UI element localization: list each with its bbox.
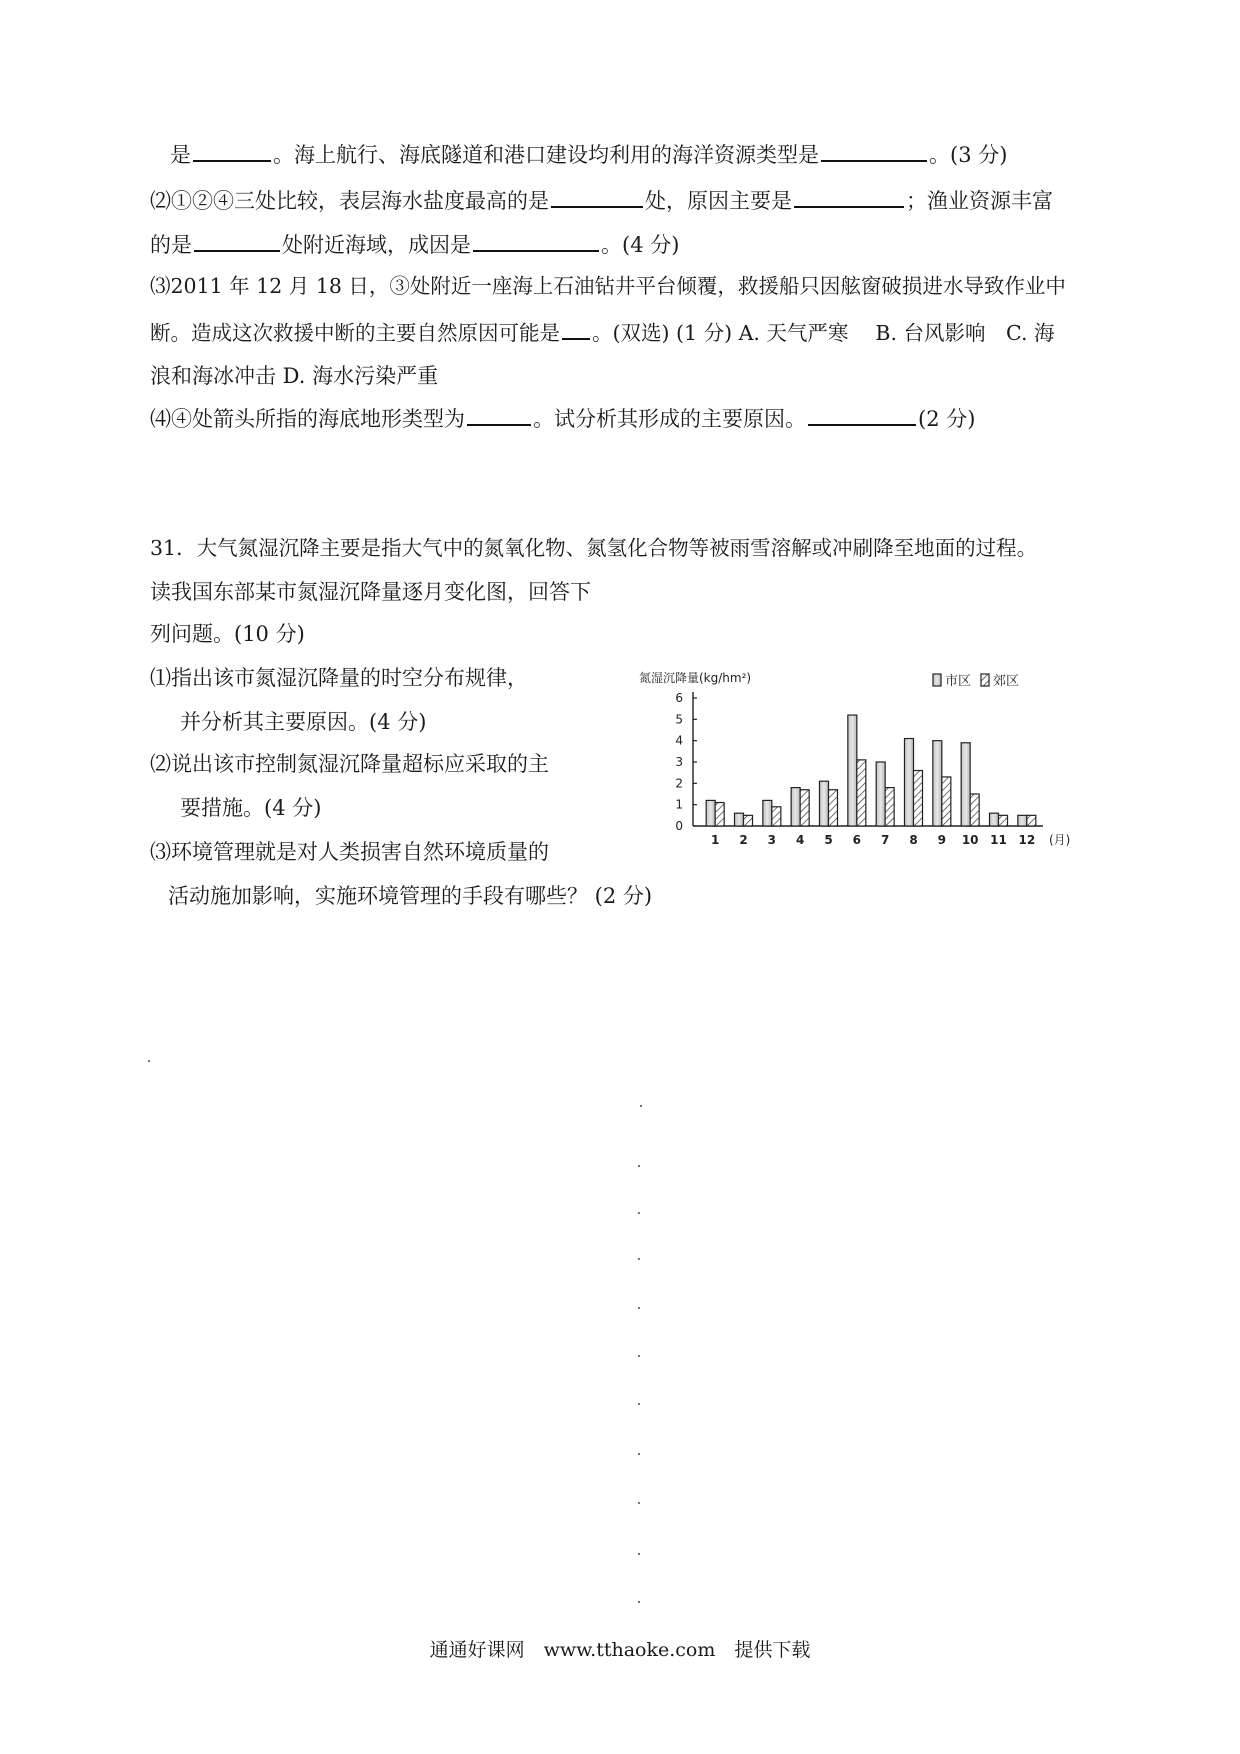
answer-blank[interactable]	[794, 186, 904, 208]
text: ；渔业资源丰富	[906, 189, 1053, 213]
bar-suburban	[885, 788, 894, 826]
nitrogen-deposition-chart	[633, 668, 1103, 878]
y-tick-label: 0	[675, 819, 683, 833]
text: 。(4 分)	[601, 233, 680, 257]
q30-line-3	[150, 230, 679, 259]
q31-sub3a: ⑶环境管理就是对人类损害自然环境质量的	[150, 840, 549, 864]
answer-blank[interactable]	[821, 140, 927, 162]
text: ⑷④处箭头所指的海底地形类型为	[150, 407, 465, 431]
legend-swatch-urban	[933, 674, 941, 686]
q31-line-3: 列问题。(10 分)	[150, 622, 305, 646]
scan-dot	[638, 1307, 640, 1309]
bar-suburban	[999, 815, 1008, 826]
y-tick-label: 4	[675, 733, 683, 748]
page-footer: 通通好课网 www.tthaoke.com 提供下载	[429, 1639, 811, 1661]
text: 。(双选) (1 分) A. 天气严寒 B. 台风影响 C. 海	[592, 321, 1055, 345]
bar-urban	[791, 788, 800, 826]
text: 。(3 分)	[929, 143, 1008, 167]
text: 的是	[150, 233, 192, 257]
bar-suburban	[715, 803, 724, 826]
q30-line-7	[150, 404, 975, 433]
q31-intro: 31．大气氮湿沉降主要是指大气中的氮氧化物、氮氢化合物等被雨雪溶解或冲刷降至地面的过程。	[150, 536, 1038, 560]
scan-dot	[638, 1355, 640, 1357]
bar-suburban	[857, 760, 866, 826]
q31-line-2: 读我国东部某市氮湿沉降量逐月变化图，回答下	[150, 580, 591, 604]
scan-dot	[638, 1403, 640, 1405]
answer-blank[interactable]	[808, 404, 916, 426]
bar-urban	[706, 800, 715, 826]
chart-axes	[693, 692, 1043, 826]
bar-urban	[905, 739, 914, 826]
chart-bars	[706, 715, 1036, 826]
bar-suburban	[772, 807, 781, 826]
x-tick-label: 4	[795, 833, 805, 847]
y-tick-label: 1	[675, 797, 683, 812]
x-tick-label: 7	[880, 833, 890, 847]
q30-line-4: ⑶2011 年 12 月 18 日，③处附近一座海上石油钻井平台倾覆，救援船只因舷窗破损进水导致作业中	[150, 274, 1066, 298]
text: 。试分析其形成的主要原因。	[533, 407, 806, 431]
text: ⑵①②④三处比较，表层海水盐度最高的是	[150, 189, 549, 213]
legend-label-urban: 市区	[945, 674, 972, 689]
bar-suburban	[829, 790, 838, 826]
text: 断。造成这次救援中断的主要自然原因可能是	[150, 321, 560, 345]
answer-blank[interactable]	[562, 318, 590, 340]
bar-urban	[990, 813, 999, 826]
answer-blank[interactable]	[193, 140, 271, 162]
bar-urban	[961, 743, 970, 826]
q30-line-2	[150, 186, 1053, 215]
q31-sub3b: 活动施加影响，实施环境管理的手段有哪些？ (2 分)	[168, 884, 653, 908]
legend-swatch-suburban	[981, 674, 989, 686]
answer-blank[interactable]	[467, 404, 531, 426]
bar-urban	[763, 800, 772, 826]
text: 处，原因主要是	[645, 189, 792, 213]
y-tick-label: 6	[675, 691, 683, 705]
scan-dot	[638, 1165, 640, 1167]
bar-urban	[848, 715, 857, 826]
x-tick-label: 3	[767, 833, 777, 847]
y-axis-label: 氮湿沉降量(kg/hm²)	[639, 671, 752, 685]
x-tick-label: 1	[710, 833, 720, 847]
bar-urban	[933, 741, 942, 826]
bar-urban	[820, 781, 829, 826]
y-tick-label: 3	[675, 755, 683, 769]
scan-dot	[638, 1601, 640, 1603]
q30-line-1	[170, 140, 1007, 169]
scan-dot	[638, 1502, 640, 1504]
x-tick-label: 8	[909, 833, 918, 847]
text: (2 分)	[918, 407, 976, 431]
chart-svg	[633, 668, 1103, 878]
bar-suburban	[800, 790, 809, 826]
q31-sub2b: 要措施。(4 分)	[180, 796, 322, 820]
scan-dot	[638, 1212, 640, 1214]
q30-line-5	[150, 318, 1055, 347]
x-tick-label: 12	[1018, 833, 1036, 847]
bar-suburban	[744, 815, 753, 826]
legend-label-suburban: 郊区	[993, 674, 1020, 689]
q30-line-6: 浪和海冰冲击 D. 海水污染严重	[150, 364, 439, 388]
q31-sub1b: 并分析其主要原因。(4 分)	[180, 710, 427, 734]
bar-urban	[735, 813, 744, 826]
scan-dot	[638, 1553, 640, 1555]
scan-dot	[638, 1258, 640, 1260]
bar-urban	[1018, 815, 1027, 826]
scan-dot	[148, 1060, 150, 1062]
text: 处附近海域，成因是	[282, 233, 471, 257]
x-tick-label: 11	[990, 833, 1007, 847]
x-tick-label: 2	[739, 833, 748, 847]
y-tick-label: 5	[675, 712, 683, 727]
y-tick-label: 2	[675, 776, 683, 791]
scan-dot	[640, 1105, 642, 1107]
bar-suburban	[914, 771, 923, 826]
x-tick-label: 5	[824, 833, 833, 847]
q31-sub2a: ⑵说出该市控制氮湿沉降量超标应采取的主	[150, 752, 549, 776]
bar-urban	[876, 762, 885, 826]
answer-blank[interactable]	[551, 186, 643, 208]
chart-legend	[933, 674, 1019, 689]
x-tick-label: 10	[961, 833, 979, 847]
bar-suburban	[970, 794, 979, 826]
x-tick-label: 9	[937, 833, 947, 847]
text: 是	[170, 143, 191, 167]
answer-blank[interactable]	[194, 230, 280, 252]
bar-suburban	[1027, 815, 1036, 826]
bar-suburban	[942, 777, 951, 826]
text: 。海上航行、海底隧道和港口建设均利用的海洋资源类型是	[273, 143, 819, 167]
q31-sub1a: ⑴指出该市氮湿沉降量的时空分布规律，	[150, 666, 528, 690]
x-tick-label: 6	[852, 833, 862, 847]
scan-dot	[638, 1453, 640, 1455]
answer-blank[interactable]	[473, 230, 599, 252]
x-axis-unit-label: (月)	[1049, 833, 1071, 847]
